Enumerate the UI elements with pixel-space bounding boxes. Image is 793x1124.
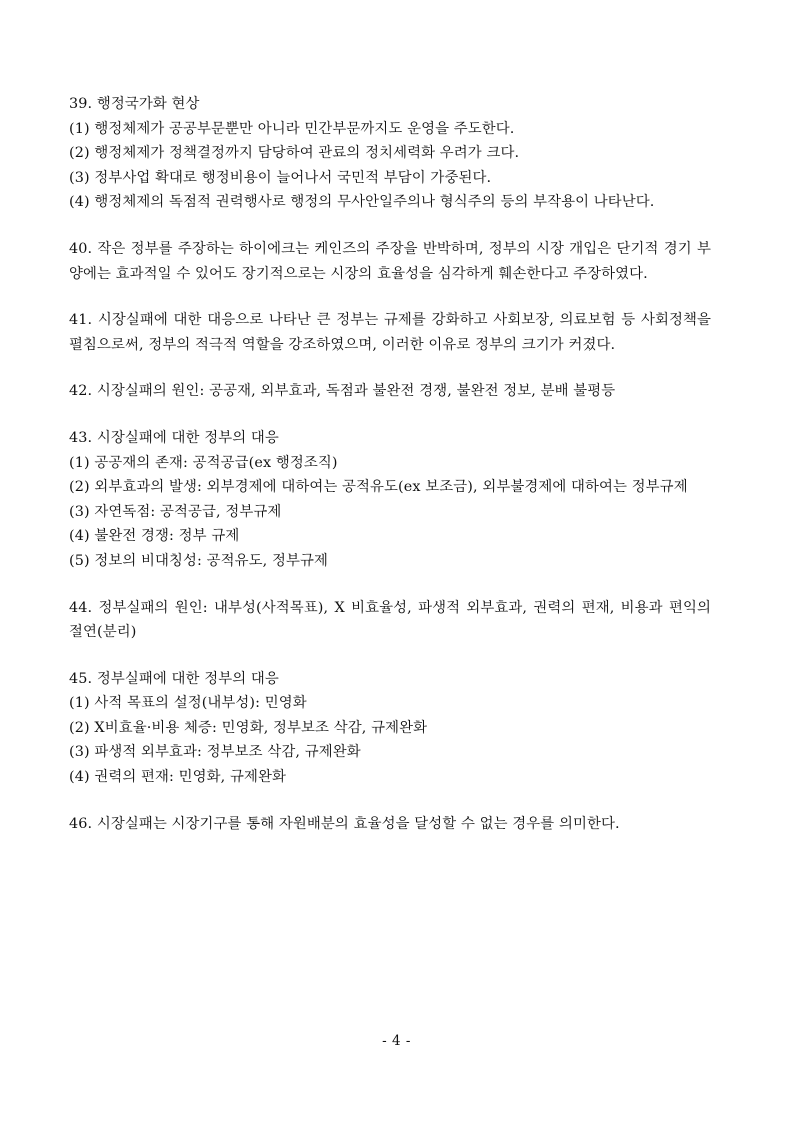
section-45-item-3: (3) 파생적 외부효과: 정부보조 삭감, 규제완화 bbox=[69, 744, 361, 761]
section-40-body: 40. 작은 정부를 주장하는 하이에크는 케인즈의 주장을 반박하며, 정부의 시장 개입은 단기적 경기 부양에는 효과적일 수 있어도 장기적으로는 시장의 효율성을 심각하게 훼손한다고 주장하였다. bbox=[69, 240, 711, 282]
section-39-item-3: (3) 정부사업 확대로 행정비용이 늘어나서 국민적 부담이 가중된다. bbox=[69, 169, 492, 186]
section-45-heading: 45. 정부실패에 대한 정부의 대응 bbox=[69, 670, 279, 687]
section-45-item-2: (2) X비효율·비용 체증: 민영화, 정부보조 삭감, 규제완화 bbox=[69, 719, 428, 736]
section-42-body: 42. 시장실패의 원인: 공공재, 외부효과, 독점과 불완전 경쟁, 불완전 정보, 분배 불평등 bbox=[69, 383, 616, 400]
section-43-item-2: (2) 외부효과의 발생: 외부경제에 대하여는 공적유도(ex 보조금), 외부불경제에 대하여는 정부규제 bbox=[69, 479, 688, 496]
section-42 bbox=[69, 379, 711, 404]
section-39-heading: 39. 행정국가화 현상 bbox=[69, 96, 200, 112]
document-body bbox=[69, 92, 711, 836]
section-46-body: 46. 시장실패는 시장기구를 통해 자원배분의 효율성을 달성할 수 없는 경우를 의미한다. bbox=[69, 815, 620, 832]
section-43-heading: 43. 시장실패에 대한 정부의 대응 bbox=[69, 429, 279, 446]
section-43-item-1: (1) 공공재의 존재: 공적공급(ex 행정조직) bbox=[69, 454, 338, 471]
section-39-item-2: (2) 행정체제가 정책결정까지 담당하여 관료의 정치세력화 우려가 크다. bbox=[69, 145, 520, 162]
page-footer: - 4 - bbox=[382, 1033, 411, 1049]
section-43-item-4: (4) 불완전 경쟁: 정부 규제 bbox=[69, 528, 240, 545]
section-44 bbox=[69, 596, 711, 645]
section-39-item-1: (1) 행정체제가 공공부문뿐만 아니라 민간부문까지도 운영을 주도한다. bbox=[69, 120, 515, 137]
section-45-item-4: (4) 권력의 편재: 민영화, 규제완화 bbox=[69, 769, 287, 786]
section-45 bbox=[69, 667, 711, 790]
section-41 bbox=[69, 308, 711, 357]
section-45-item-1: (1) 사적 목표의 설정(내부성): 민영화 bbox=[69, 695, 307, 712]
section-39-item-4: (4) 행정체제의 독점적 권력행사로 행정의 무사안일주의나 형식주의 등의 부작용이 나타난다. bbox=[69, 194, 655, 211]
section-43-item-3: (3) 자연독점: 공적공급, 정부규제 bbox=[69, 503, 282, 520]
section-43-item-5: (5) 정보의 비대칭성: 공적유도, 정부규제 bbox=[69, 552, 329, 569]
section-41-body: 41. 시장실패에 대한 대응으로 나타난 큰 정부는 규제를 강화하고 사회보장, 의료보험 등 사회정책을 펼침으로써, 정부의 적극적 역할을 강조하였으며, 이러한 이유로 정부의 크기가 커졌다. bbox=[69, 312, 711, 353]
section-40 bbox=[69, 237, 711, 286]
section-39 bbox=[69, 92, 711, 215]
section-43 bbox=[69, 426, 711, 574]
section-46 bbox=[69, 812, 711, 837]
section-44-body: 44. 정부실패의 원인: 내부성(사적목표), X 비효율성, 파생적 외부효과, 권력의 편재, 비용과 편익의 절연(분리) bbox=[69, 599, 711, 641]
